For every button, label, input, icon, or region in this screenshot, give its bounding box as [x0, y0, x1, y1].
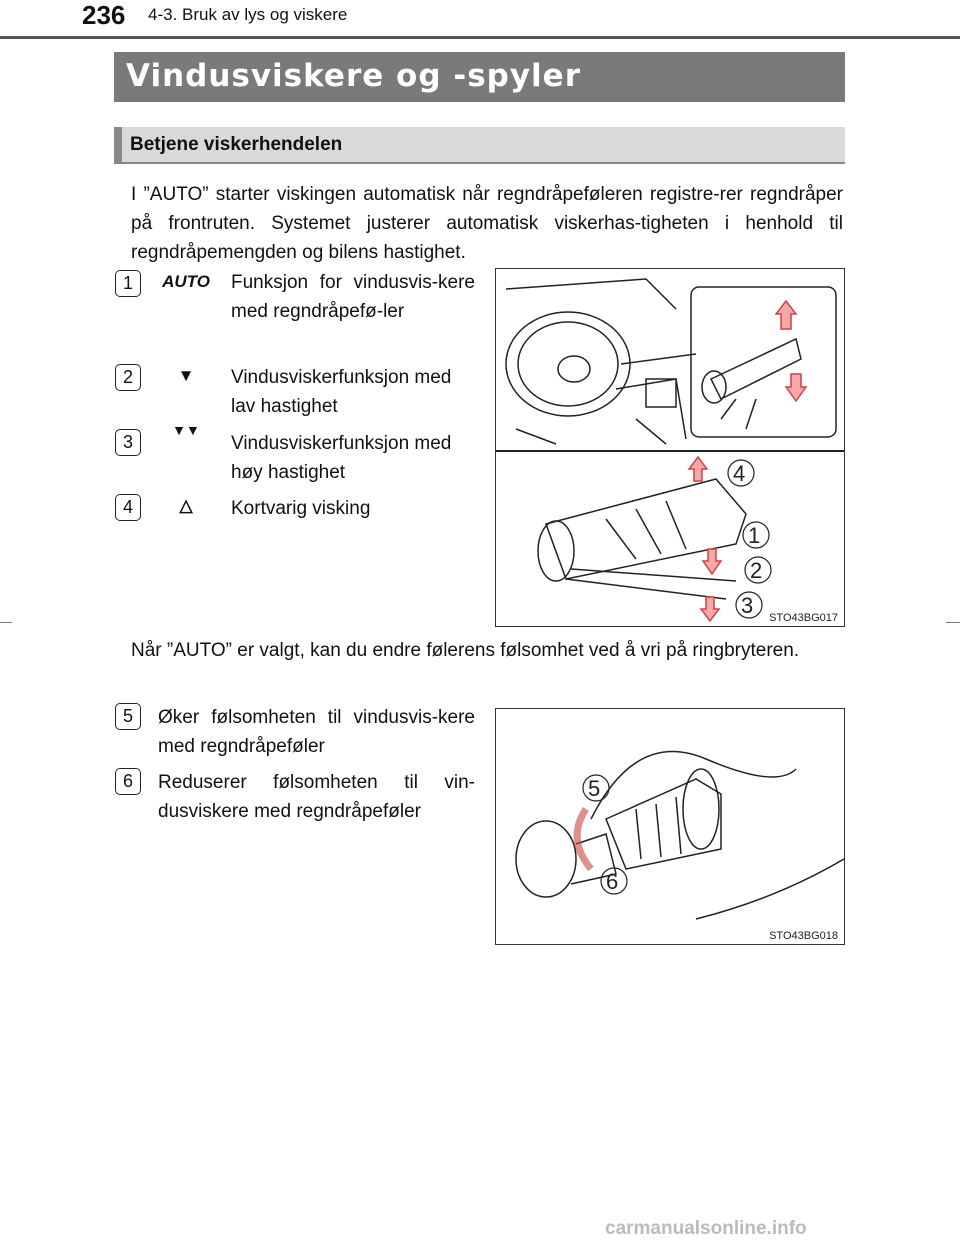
- callout-6: 6: [606, 869, 619, 894]
- subtitle-bar: [114, 127, 845, 164]
- callout-2: 2: [750, 558, 763, 583]
- item-badge-4: 4: [115, 494, 141, 521]
- section-subtitle: Betjene viskerhendelen: [130, 134, 343, 155]
- item-badge-6: 6: [115, 768, 141, 795]
- intro-paragraph: I ”AUTO” starter viskingen automatisk når regndråpeføleren registre-rer regndråper på frontruten. Systemet justerer automatisk viskerhas-tigheten i henhold til regndråpemengden og bilens hastighet.: [131, 184, 843, 263]
- page-title: Vindusviskere og -spyler: [126, 58, 581, 94]
- callout-4: 4: [733, 461, 746, 486]
- figure1-code: STO43BG017: [769, 612, 838, 624]
- item-text-2: Vindusviskerfunksjon med lav hastighet: [231, 367, 452, 417]
- item-text-1: Funksjon for vindusvis-kere med regndråpefø-ler: [231, 272, 475, 322]
- item-badge-1: 1: [115, 270, 141, 297]
- title-bar: [114, 52, 845, 102]
- crop-mark-right: [946, 622, 960, 623]
- low-speed-icon: ▼: [177, 366, 195, 385]
- item-badge-5: 5: [115, 703, 141, 730]
- item-text-4: Kortvarig visking: [231, 498, 371, 519]
- running-header: 4-3. Bruk av lys og viskere: [148, 5, 348, 24]
- item-text-3: Vindusviskerfunksjon med høy hastighet: [231, 433, 452, 483]
- subtitle-stripe: [114, 127, 122, 162]
- auto-symbol-icon: AUTO: [162, 272, 210, 291]
- header-rule: [0, 36, 960, 39]
- item-text-5: Øker følsomheten til vindusvis-kere med regndråpeføler: [158, 707, 475, 757]
- callout-5: 5: [588, 776, 601, 801]
- callout-3: 3: [741, 593, 754, 618]
- sensitivity-ring-illustration: [496, 709, 844, 944]
- wiper-lever-illustration: [496, 269, 844, 626]
- note-paragraph: Når ”AUTO” er valgt, kan du endre følerens følsomhet ved å vri på ringbryteren.: [131, 640, 800, 661]
- figure-sensitivity-ring: [495, 708, 845, 945]
- mist-icon: △: [179, 496, 193, 515]
- callout-1: 1: [748, 523, 761, 548]
- item-badge-3: 3: [115, 429, 141, 456]
- item-text-6: Reduserer følsomheten til vin-dusviskere med regndråpeføler: [158, 772, 475, 822]
- figure2-code: STO43BG018: [769, 930, 838, 942]
- high-speed-icon: ▼▼: [172, 422, 200, 438]
- page-number: 236: [82, 0, 126, 30]
- figure-wiper-lever: [495, 268, 845, 627]
- item-badge-2: 2: [115, 364, 141, 391]
- footer-watermark: carmanualsonline.info: [605, 1218, 807, 1239]
- crop-mark-left: [0, 622, 12, 623]
